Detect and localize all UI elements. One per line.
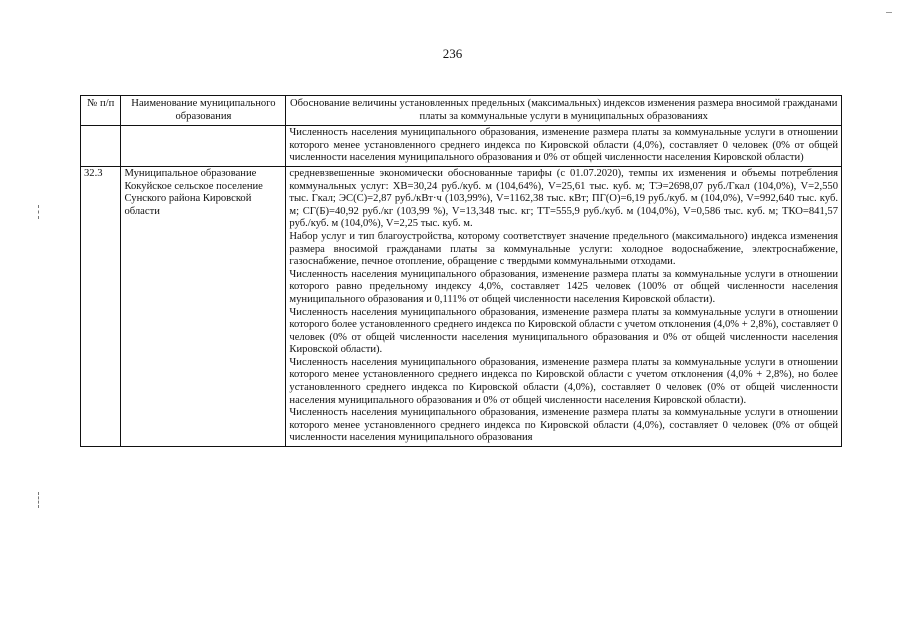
row-number: 32.3 bbox=[81, 166, 121, 446]
scan-margin-mark-bottom bbox=[38, 492, 40, 508]
scan-corner-mark bbox=[886, 12, 892, 13]
population-between-paragraph: Численность населения муниципального образования, изменение размера платы за коммунальные услуги в отношении которого менее установленного среднего индекса по Кировской области с учетом отклонения (4,0% + 2,8%), но более установленного среднего индекса по Кировской области (4,0%), составляет 0 человек (0% от общей численности населения муниципального образования и 0% от общей численности населения Кировской области). bbox=[289, 356, 838, 406]
population-below-paragraph: Численность населения муниципального образования, изменение размера платы за коммунальные услуги в отношении которого менее установленного среднего индекса по Кировской области (4,0%), составляет 0 человек (0% от общей численности населения муниципального образования bbox=[289, 407, 838, 444]
header-municipality-name: Наименование муниципального образования bbox=[121, 96, 286, 126]
continuation-paragraph: Численность населения муниципального образования, изменение размера платы за коммунальные услуги в отношении которого менее установленного среднего индекса по Кировской области (4,0%), составляет 0 человек (0% от общей численности населения муниципального образования и 0% от общей численности населения Кировской области) bbox=[289, 127, 838, 164]
municipality-name: Муниципальное образование Кокуйское сельское поселение Сунского района Кировской области bbox=[121, 166, 286, 446]
tariffs-paragraph: средневзвешенные экономически обоснованные тарифы (с 01.07.2020), темпы их изменения и объемы потребления коммунальных услуг: ХВ=30,24 руб./куб. м (104,64%), V=25,61 тыс. куб. м; ТЭ=2698,07 руб./Гкал (104,0%), V=2,550 тыс. Гкал; ЭС(С)=2,87 руб./кВт·ч (103,99%), V=1162,38 тыс. кВт; ПГ(О)=6,19 руб./куб. м (104,0%), V=992,640 тыс. куб. м; СГ(Б)=40,92 руб./кг (103,99 %), V=13,348 тыс. кг; ТТ=555,9 руб./куб. м (104,0%), V=0,586 тыс. куб. м; ТКО=841,57 руб./куб. м (104,0%), V=2,25 тыс. куб. м. bbox=[289, 167, 838, 230]
continuation-text-cell bbox=[286, 126, 842, 167]
continuation-row bbox=[81, 126, 842, 167]
header-justification: Обоснование величины установленных предельных (максимальных) индексов изменения размера вносимой гражданами платы за коммунальные услуги в муниципальных образованиях bbox=[286, 96, 842, 126]
continuation-name-cell bbox=[121, 126, 286, 167]
page-number: 236 bbox=[442, 46, 463, 61]
table-row-32-3 bbox=[81, 166, 842, 446]
population-equal-paragraph: Численность населения муниципального образования, изменение размера платы за коммунальные услуги в отношении которого равно предельному индексу 4,0%, составляет 1425 человек (100% от общей численности населения муниципального образования и 0,111% от общей численности населения Кировской области). bbox=[289, 268, 838, 305]
population-above-paragraph: Численность населения муниципального образования, изменение размера платы за коммунальные услуги в отношении которого более установленного среднего индекса по Кировской области с учетом отклонения (4,0% + 2,8%), составляет 0 человек (0% от общей численности населения муниципального образования и 0% от общей численности населения Кировской области). bbox=[289, 306, 838, 356]
scan-margin-mark-top bbox=[38, 205, 40, 219]
continuation-number-cell bbox=[81, 126, 121, 167]
table-header-row bbox=[81, 96, 842, 126]
services-paragraph: Набор услуг и тип благоустройства, которому соответствует значение предельного (максимального) индекса изменения размера вносимой гражданами платы за коммунальные услуги: холодное водоснабжение, электроснабжение, газоснабжение, печное отопление, обращение с твердыми коммунальными отходами. bbox=[289, 230, 838, 268]
justification-cell bbox=[286, 166, 842, 446]
header-number: № п/п bbox=[81, 96, 121, 126]
tariff-index-table bbox=[80, 95, 842, 447]
